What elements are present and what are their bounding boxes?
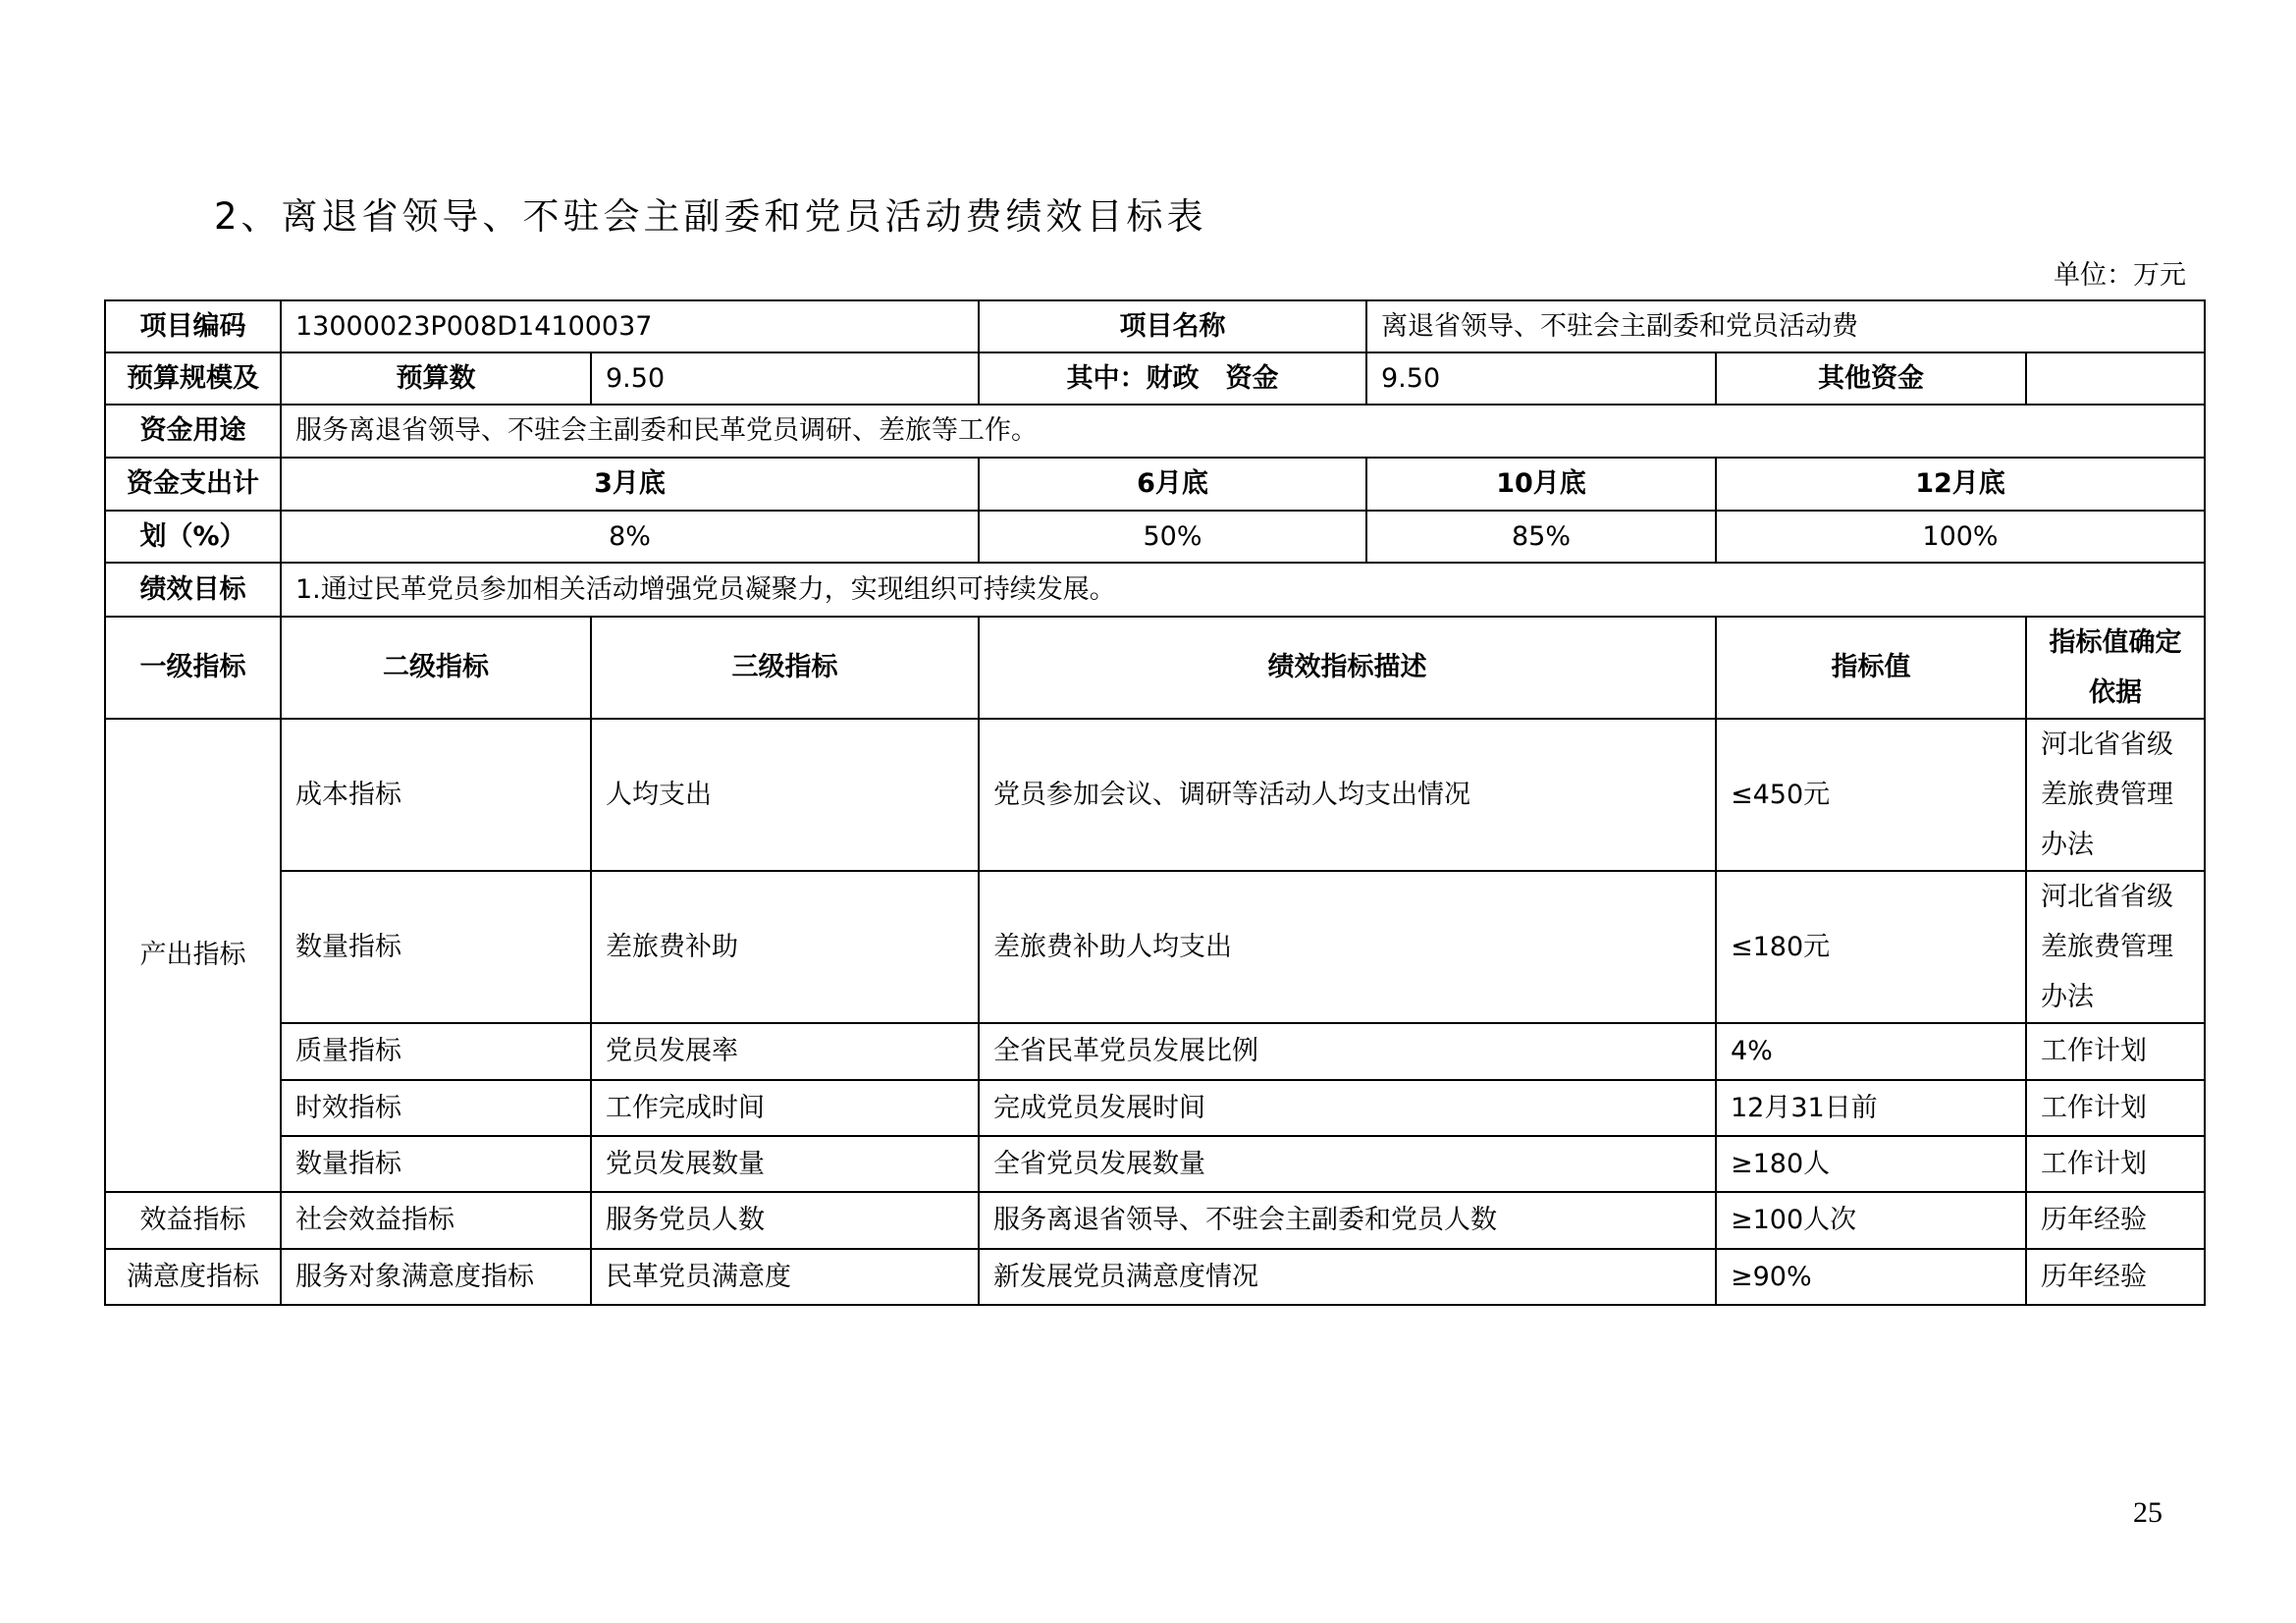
plan-value-12: 100%: [1716, 511, 2205, 563]
plan-months-row: [105, 458, 2205, 511]
row-description: 新发展党员满意度情况: [979, 1249, 1716, 1305]
plan-value-3: 8%: [281, 511, 979, 563]
row-description: 党员参加会议、调研等活动人均支出情况: [979, 719, 1716, 871]
row-basis: 历年经验: [2026, 1249, 2205, 1305]
row-level2: 时效指标: [281, 1080, 591, 1136]
usage-row: [105, 405, 2205, 458]
finance-funds-value: 9.50: [1366, 352, 1716, 405]
header-value: 指标值: [1716, 617, 2026, 719]
table-row: [105, 1192, 2205, 1249]
project-name-label: 项目名称: [979, 300, 1366, 352]
row-basis: 工作计划: [2026, 1023, 2205, 1080]
row-level2: 服务对象满意度指标: [281, 1249, 591, 1305]
header-level1: 一级指标: [105, 617, 281, 719]
row-value: ≥90%: [1716, 1249, 2026, 1305]
row-level2: 数量指标: [281, 871, 591, 1023]
group-output-label: 产出指标: [105, 719, 281, 1192]
budget-row: [105, 352, 2205, 405]
row-description: 全省民革党员发展比例: [979, 1023, 1716, 1080]
table-row: [105, 1249, 2205, 1305]
row-level3: 民革党员满意度: [591, 1249, 979, 1305]
performance-table: [104, 299, 2206, 1306]
row-level3: 人均支出: [591, 719, 979, 871]
plan-label-line2: 划（%）: [105, 511, 281, 563]
header-description: 绩效指标描述: [979, 617, 1716, 719]
row-level3: 工作完成时间: [591, 1080, 979, 1136]
row-description: 服务离退省领导、不驻会主副委和党员人数: [979, 1192, 1716, 1249]
table-row: [105, 1136, 2205, 1192]
project-code-label: 项目编码: [105, 300, 281, 352]
row-level3: 服务党员人数: [591, 1192, 979, 1249]
row-value: ≥100人次: [1716, 1192, 2026, 1249]
indicator-header-row: [105, 617, 2205, 719]
row-level3: 差旅费补助: [591, 871, 979, 1023]
row-basis: 工作计划: [2026, 1136, 2205, 1192]
plan-values-row: [105, 511, 2205, 563]
budget-amount-value: 9.50: [591, 352, 979, 405]
row-level2: 数量指标: [281, 1136, 591, 1192]
row-basis: 河北省省级差旅费管理办法: [2026, 719, 2205, 871]
header-basis: 指标值确定依据: [2026, 617, 2205, 719]
row-value: 4%: [1716, 1023, 2026, 1080]
row-basis: 河北省省级差旅费管理办法: [2026, 871, 2205, 1023]
document-title: 2、离退省领导、不驻会主副委和党员活动费绩效目标表: [214, 195, 1207, 238]
header-level3: 三级指标: [591, 617, 979, 719]
group-satisfaction-label: 满意度指标: [105, 1249, 281, 1305]
row-value: ≤180元: [1716, 871, 2026, 1023]
project-name-value: 离退省领导、不驻会主副委和党员活动费: [1366, 300, 2205, 352]
project-code-value: 13000023P008D14100037: [281, 300, 979, 352]
goal-row: [105, 563, 2205, 617]
table-row: [105, 1023, 2205, 1080]
group-benefit-label: 效益指标: [105, 1192, 281, 1249]
other-funds-value: [2026, 352, 2205, 405]
row-description: 差旅费补助人均支出: [979, 871, 1716, 1023]
plan-month-10: 10月底: [1366, 458, 1716, 511]
row-level2: 社会效益指标: [281, 1192, 591, 1249]
table-row: [105, 719, 2205, 871]
row-basis: 工作计划: [2026, 1080, 2205, 1136]
row-basis: 历年经验: [2026, 1192, 2205, 1249]
row-value: 12月31日前: [1716, 1080, 2026, 1136]
unit-label: 单位：万元: [2054, 260, 2186, 291]
row-value: ≤450元: [1716, 719, 2026, 871]
row-level3: 党员发展率: [591, 1023, 979, 1080]
fund-usage-text: 服务离退省领导、不驻会主副委和民革党员调研、差旅等工作。: [281, 405, 2205, 458]
budget-label-line1: 预算规模及: [105, 352, 281, 405]
row-level2: 质量指标: [281, 1023, 591, 1080]
table-row: [105, 1080, 2205, 1136]
goal-label: 绩效目标: [105, 563, 281, 617]
finance-funds-label: 其中：财政 资金: [979, 352, 1366, 405]
row-description: 全省党员发展数量: [979, 1136, 1716, 1192]
plan-value-6: 50%: [979, 511, 1366, 563]
plan-month-3: 3月底: [281, 458, 979, 511]
plan-value-10: 85%: [1366, 511, 1716, 563]
row-description: 完成党员发展时间: [979, 1080, 1716, 1136]
row-level2: 成本指标: [281, 719, 591, 871]
plan-month-6: 6月底: [979, 458, 1366, 511]
row-value: ≥180人: [1716, 1136, 2026, 1192]
table-row: [105, 871, 2205, 1023]
plan-month-12: 12月底: [1716, 458, 2205, 511]
page-number: 25: [2133, 1496, 2163, 1529]
row-level3: 党员发展数量: [591, 1136, 979, 1192]
plan-label-line1: 资金支出计: [105, 458, 281, 511]
budget-amount-label: 预算数: [281, 352, 591, 405]
goal-text: 1.通过民革党员参加相关活动增强党员凝聚力，实现组织可持续发展。: [281, 563, 2205, 617]
budget-label-line2: 资金用途: [105, 405, 281, 458]
header-level2: 二级指标: [281, 617, 591, 719]
other-funds-label: 其他资金: [1716, 352, 2026, 405]
project-info-row: [105, 300, 2205, 352]
